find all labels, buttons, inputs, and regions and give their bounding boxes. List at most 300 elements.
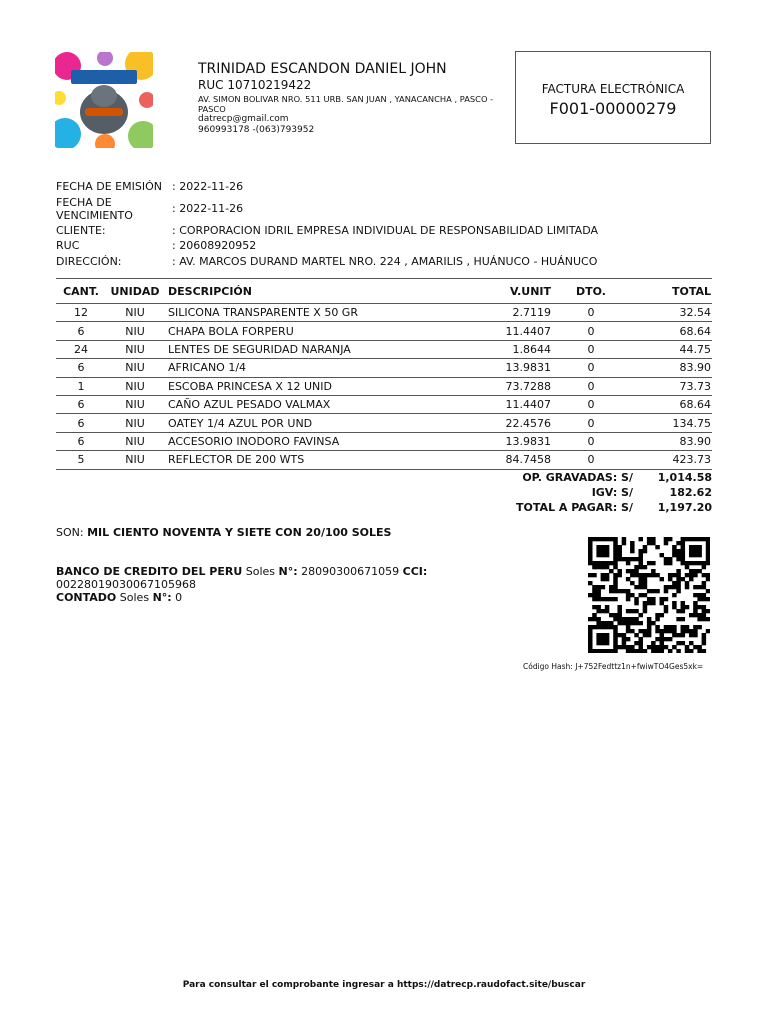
qr-module [668, 585, 673, 589]
qr-module [613, 565, 618, 569]
qr-module [613, 645, 618, 649]
qr-module [613, 585, 618, 589]
qr-module [626, 645, 631, 649]
qr-module [613, 637, 618, 641]
qr-module [588, 593, 593, 597]
cell-descripcion: OATEY 1/4 AZUL POR UND [164, 414, 460, 432]
qr-module [697, 585, 702, 589]
qr-module [638, 585, 643, 589]
qr-module [588, 541, 593, 545]
qr-module [605, 637, 610, 641]
qr-module [702, 633, 707, 637]
qr-module [689, 561, 694, 565]
cell-total: 32.54 [630, 304, 712, 322]
qr-module [655, 629, 660, 633]
qr-module [596, 537, 601, 541]
qr-module [588, 645, 593, 649]
seller-name: TRINIDAD ESCANDON DANIEL JOHN [198, 61, 447, 77]
cell-total: 73.73 [630, 377, 712, 395]
qr-module [630, 557, 635, 561]
qr-module [596, 593, 601, 597]
cell-descripcion: AFRICANO 1/4 [164, 359, 460, 377]
qr-module [601, 609, 606, 613]
qr-module [613, 649, 618, 653]
qr-module [651, 601, 656, 605]
cell-dto: 0 [552, 340, 630, 358]
qr-module [609, 613, 614, 617]
cell-unidad: NIU [106, 359, 164, 377]
qr-module [638, 549, 643, 553]
qr-module [689, 549, 694, 553]
total-value: 1,197.20 [657, 501, 712, 514]
qr-module [638, 561, 643, 565]
qr-module [617, 605, 622, 609]
qr-module [706, 557, 710, 561]
qr-module [605, 565, 610, 569]
qr-module [689, 545, 694, 549]
qr-module [617, 549, 622, 553]
qr-module [596, 561, 601, 565]
qr-module [664, 589, 669, 593]
qr-module [689, 649, 694, 653]
qr-module [588, 549, 593, 553]
qr-module [601, 597, 606, 601]
qr-module [655, 573, 660, 577]
qr-module [660, 577, 665, 581]
son-text: MIL CIENTO NOVENTA Y SIETE CON 20/100 SOLES [87, 526, 392, 539]
qr-module [706, 629, 710, 633]
header-descripcion: DESCRIPCIÓN [164, 279, 460, 304]
qr-module [689, 641, 694, 645]
qr-module [664, 637, 669, 641]
cell-cant: 6 [56, 432, 106, 450]
qr-module [706, 577, 710, 581]
qr-module [676, 581, 681, 585]
qr-module [664, 625, 669, 629]
son-label: SON: [56, 526, 84, 539]
fecha-emision-value: : 2022-11-26 [172, 180, 244, 193]
cell-descripcion: CAÑO AZUL PESADO VALMAX [164, 395, 460, 413]
qr-module [681, 537, 686, 541]
qr-module [634, 557, 639, 561]
qr-module [676, 649, 681, 653]
qr-module [596, 649, 601, 653]
fecha-vencimiento-label: FECHA DE VENCIMIENTO [56, 196, 133, 222]
qr-module [592, 537, 597, 541]
qr-module [634, 609, 639, 613]
qr-module [681, 541, 686, 545]
qr-module [638, 649, 643, 653]
qr-module [613, 577, 618, 581]
qr-module [647, 589, 652, 593]
qr-module [689, 537, 694, 541]
document-number: F001-00000279 [549, 99, 677, 118]
cell-descripcion: LENTES DE SEGURIDAD NARANJA [164, 340, 460, 358]
qr-module [638, 553, 643, 557]
cell-unidad: NIU [106, 322, 164, 340]
qr-module [622, 617, 627, 621]
qr-module [697, 569, 702, 573]
qr-module [689, 629, 694, 633]
qr-module [706, 609, 710, 613]
qr-module [647, 573, 652, 577]
qr-module [702, 609, 707, 613]
qr-module [588, 617, 593, 621]
cell-dto: 0 [552, 395, 630, 413]
qr-module [609, 589, 614, 593]
qr-module [596, 553, 601, 557]
qr-module [592, 561, 597, 565]
gravadas-row [430, 470, 712, 485]
qr-module [634, 641, 639, 645]
qr-module [617, 589, 622, 593]
qr-module [592, 617, 597, 621]
qr-module [613, 629, 618, 633]
qr-module [605, 641, 610, 645]
igv-label: IGV: S/ [591, 486, 633, 499]
qr-module [647, 633, 652, 637]
qr-module [588, 573, 593, 577]
qr-module [588, 557, 593, 561]
qr-module [613, 625, 618, 629]
qr-module [588, 629, 593, 633]
bank-name: BANCO DE CREDITO DEL PERU [56, 565, 243, 578]
qr-module [638, 637, 643, 641]
qr-module [706, 617, 710, 621]
qr-module [672, 633, 677, 637]
qr-module [664, 605, 669, 609]
qr-module [689, 613, 694, 617]
cliente-value: : CORPORACION IDRIL EMPRESA INDIVIDUAL DE RESPONSABILIDAD LIMITADA [172, 224, 598, 237]
cell-total: 68.64 [630, 395, 712, 413]
qr-module [622, 637, 627, 641]
qr-module [626, 621, 631, 625]
bank-currency: Soles [245, 565, 276, 578]
contado-n-label: N°: [152, 591, 172, 604]
qr-module [655, 649, 660, 653]
gravadas-label: OP. GRAVADAS: S/ [522, 471, 633, 484]
qr-module [596, 637, 601, 641]
cell-vunit: 22.4576 [460, 414, 552, 432]
qr-module [660, 645, 665, 649]
qr-module [702, 573, 707, 577]
cell-descripcion: ESCOBA PRINCESA X 12 UNID [164, 377, 460, 395]
qr-module [630, 549, 635, 553]
qr-module [613, 561, 618, 565]
qr-module [638, 645, 643, 649]
qr-module [609, 561, 614, 565]
qr-module [592, 625, 597, 629]
qr-module [676, 585, 681, 589]
qr-module [697, 593, 702, 597]
qr-module [697, 649, 702, 653]
qr-module [613, 633, 618, 637]
qr-module [609, 649, 614, 653]
cell-cant: 6 [56, 414, 106, 432]
qr-module [664, 609, 669, 613]
qr-module [693, 625, 698, 629]
qr-module [613, 617, 618, 621]
qr-module [643, 629, 648, 633]
qr-module [681, 561, 686, 565]
qr-module [685, 629, 690, 633]
qr-module [706, 537, 710, 541]
qr-module [626, 577, 631, 581]
qr-module [613, 557, 618, 561]
qr-module [601, 561, 606, 565]
qr-module [613, 589, 618, 593]
cell-total: 134.75 [630, 414, 712, 432]
qr-module [592, 573, 597, 577]
qr-module [697, 549, 702, 553]
qr-module [643, 633, 648, 637]
qr-module [638, 557, 643, 561]
qr-module [685, 581, 690, 585]
qr-module [681, 557, 686, 561]
qr-module [706, 549, 710, 553]
qr-module [617, 569, 622, 573]
qr-module [626, 649, 631, 653]
qr-module [651, 645, 656, 649]
qr-module [702, 537, 707, 541]
qr-module [592, 593, 597, 597]
cell-dto: 0 [552, 322, 630, 340]
qr-module [664, 537, 669, 541]
qr-module [647, 601, 652, 605]
qr-module [668, 625, 673, 629]
qr-module [655, 545, 660, 549]
qr-module [638, 577, 643, 581]
qr-module [643, 605, 648, 609]
qr-module [613, 581, 618, 585]
direccion-value: : AV. MARCOS DURAND MARTEL NRO. 224 , AMARILIS , HUÁNUCO - HUÁNUCO [172, 255, 598, 268]
qr-module [643, 585, 648, 589]
qr-module [681, 633, 686, 637]
qr-module [613, 545, 618, 549]
qr-module [588, 537, 593, 541]
qr-module [664, 597, 669, 601]
qr-module [605, 625, 610, 629]
qr-module [706, 541, 710, 545]
qr-module [702, 593, 707, 597]
qr-module [697, 625, 702, 629]
qr-module [681, 625, 686, 629]
ruc-value: : 20608920952 [172, 239, 257, 252]
qr-module [664, 561, 669, 565]
qr-module [596, 605, 601, 609]
qr-module [681, 617, 686, 621]
qr-module [626, 569, 631, 573]
qr-module [613, 541, 618, 545]
header-unidad: UNIDAD [106, 279, 164, 304]
qr-module [647, 629, 652, 633]
qr-module [605, 633, 610, 637]
qr-module [596, 641, 601, 645]
qr-module [634, 573, 639, 577]
qr-module [668, 577, 673, 581]
total-label: TOTAL A PAGAR: S/ [516, 501, 633, 514]
qr-module [613, 549, 618, 553]
cell-vunit: 11.4407 [460, 322, 552, 340]
qr-module [622, 633, 627, 637]
total-row [430, 500, 712, 515]
qr-module [668, 629, 673, 633]
qr-module [630, 581, 635, 585]
qr-module [605, 621, 610, 625]
qr-module [668, 557, 673, 561]
cell-vunit: 13.9831 [460, 432, 552, 450]
qr-module [588, 641, 593, 645]
qr-module [596, 585, 601, 589]
qr-module [681, 553, 686, 557]
qr-module [697, 605, 702, 609]
qr-module [588, 637, 593, 641]
contado-line [56, 591, 436, 604]
qr-module [622, 641, 627, 645]
qr-module [622, 645, 627, 649]
cell-unidad: NIU [106, 377, 164, 395]
qr-module [668, 561, 673, 565]
qr-module [660, 641, 665, 645]
cell-unidad: NIU [106, 432, 164, 450]
qr-module [651, 561, 656, 565]
cell-cant: 12 [56, 304, 106, 322]
qr-module [601, 649, 606, 653]
bank-cci: 00228019030067105968 [56, 578, 196, 591]
cell-dto: 0 [552, 414, 630, 432]
qr-module [605, 549, 610, 553]
qr-module [702, 597, 707, 601]
qr-module [676, 553, 681, 557]
qr-module [668, 573, 673, 577]
qr-module [693, 573, 698, 577]
qr-module [638, 621, 643, 625]
qr-module [702, 585, 707, 589]
table-row [56, 432, 712, 450]
qr-module [702, 581, 707, 585]
qr-module [693, 605, 698, 609]
qr-module [643, 565, 648, 569]
qr-module [676, 569, 681, 573]
qr-module [647, 541, 652, 545]
qr-module [689, 633, 694, 637]
cell-unidad: NIU [106, 340, 164, 358]
qr-module [672, 581, 677, 585]
qr-module [676, 609, 681, 613]
qr-module [630, 541, 635, 545]
qr-module [588, 545, 593, 549]
qr-module [617, 613, 622, 617]
qr-module [592, 649, 597, 653]
qr-module [647, 561, 652, 565]
seller-info [198, 61, 518, 136]
document-box [515, 51, 711, 144]
qr-module [617, 573, 622, 577]
cliente-label: CLIENTE: [56, 224, 106, 237]
qr-module [660, 633, 665, 637]
qr-module [609, 585, 614, 589]
qr-module [660, 649, 665, 653]
qr-module [617, 609, 622, 613]
qr-module [651, 641, 656, 645]
qr-module [689, 569, 694, 573]
qr-module [592, 565, 597, 569]
qr-module [672, 625, 677, 629]
qr-module [664, 557, 669, 561]
company-logo [55, 52, 153, 148]
qr-module [596, 565, 601, 569]
qr-module [672, 605, 677, 609]
qr-module [693, 585, 698, 589]
fecha-emision-label: FECHA DE EMISIÓN [56, 180, 162, 193]
qr-module [651, 569, 656, 573]
seller-phone: 960993178 -(063)793952 [198, 125, 315, 135]
qr-module [613, 641, 618, 645]
table-row [56, 304, 712, 322]
qr-module [655, 625, 660, 629]
qr-module [685, 537, 690, 541]
qr-module [676, 549, 681, 553]
qr-module [664, 645, 669, 649]
qr-module [697, 553, 702, 557]
qr-module [702, 613, 707, 617]
qr-module [605, 609, 610, 613]
qr-module [613, 537, 618, 541]
qr-module [622, 557, 627, 561]
cell-dto: 0 [552, 377, 630, 395]
cell-vunit: 84.7458 [460, 451, 552, 469]
qr-module [626, 625, 631, 629]
qr-module [693, 569, 698, 573]
qr-module [676, 557, 681, 561]
qr-module [634, 597, 639, 601]
cell-dto: 0 [552, 359, 630, 377]
qr-module [676, 573, 681, 577]
seller-ruc: RUC 10710219422 [198, 78, 312, 92]
qr-module [613, 573, 618, 577]
qr-module [626, 617, 631, 621]
contado-n: 0 [175, 591, 183, 604]
qr-module [685, 649, 690, 653]
qr-module [664, 629, 669, 633]
cell-vunit: 73.7288 [460, 377, 552, 395]
qr-module [592, 597, 597, 601]
qr-module [643, 549, 648, 553]
qr-module [617, 545, 622, 549]
qr-module [617, 617, 622, 621]
qr-code [588, 537, 710, 653]
cell-vunit: 1.8644 [460, 340, 552, 358]
qr-module [609, 621, 614, 625]
qr-module [697, 645, 702, 649]
cell-dto: 0 [552, 432, 630, 450]
cell-cant: 6 [56, 395, 106, 413]
qr-module [660, 637, 665, 641]
qr-module [605, 545, 610, 549]
qr-module [689, 577, 694, 581]
qr-module [605, 537, 610, 541]
qr-module [601, 553, 606, 557]
qr-module [638, 613, 643, 617]
cell-total: 423.73 [630, 451, 712, 469]
qr-module [596, 549, 601, 553]
qr-module [605, 649, 610, 653]
header-cant: CANT. [56, 279, 106, 304]
qr-module [693, 561, 698, 565]
cell-total: 68.64 [630, 322, 712, 340]
qr-module [634, 649, 639, 653]
qr-module [660, 597, 665, 601]
